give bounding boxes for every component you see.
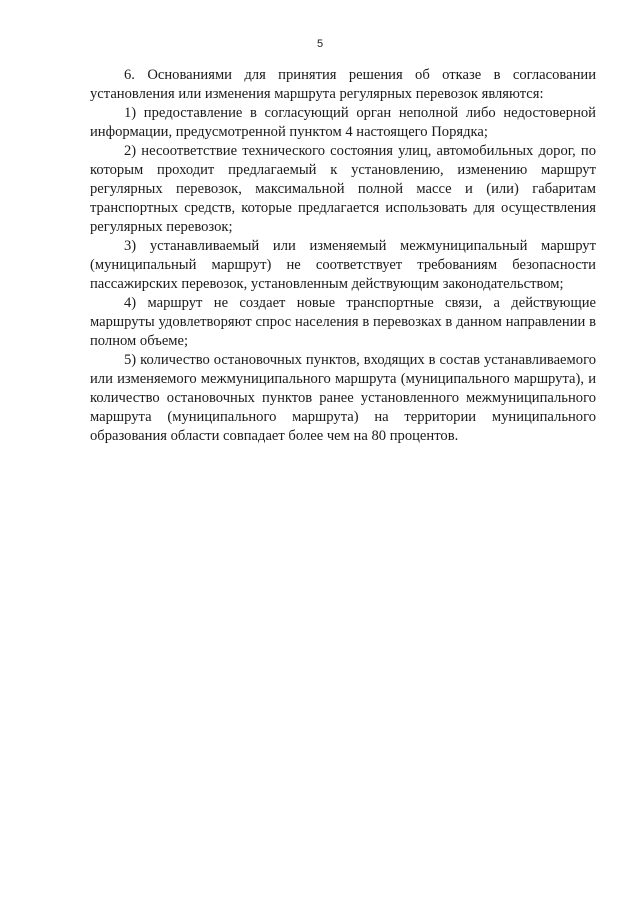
paragraph-item-1: 1) предоставление в согласующий орган неполной либо недостоверной информации, предусмотренной пунктом 4 настоящего Порядка;: [90, 105, 596, 140]
paragraph-item-5: 5) количество остановочных пунктов, входящих в состав устанавливаемого или изменяемого межмуниципального маршрута (муниципального маршрута), и количество остановочных пунктов ранее установленного межмуниципального маршрута (муниципального маршрута) на территории муниципального образования области совпадает более чем на 80 процентов.: [90, 352, 596, 444]
paragraph-item-4: 4) маршрут не создает новые транспортные связи, а действующие маршруты удовлетворяют спрос населения в перевозках в данном направлении в полном объеме;: [90, 295, 596, 349]
paragraph-6-grounds: 6. Основаниями для принятия решения об отказе в согласовании установления или изменения маршрута регулярных перевозок являются:: [90, 67, 596, 102]
paragraph-item-2: 2) несоответствие технического состояния улиц, автомобильных дорог, по которым проходит предлагаемый к установлению, изменению маршрут регулярных перевозок, максимальной полной массе и (или) габаритам транспортных средств, которые предлагается использовать для осуществления регулярных перевозок;: [90, 143, 596, 235]
document-body: [90, 66, 596, 446]
paragraph-item-3: 3) устанавливаемый или изменяемый межмуниципальный маршрут (муниципальный маршрут) не соответствует требованиям безопасности пассажирских перевозок, установленным действующим законодательством;: [90, 238, 596, 292]
page-number: 5: [316, 38, 324, 50]
